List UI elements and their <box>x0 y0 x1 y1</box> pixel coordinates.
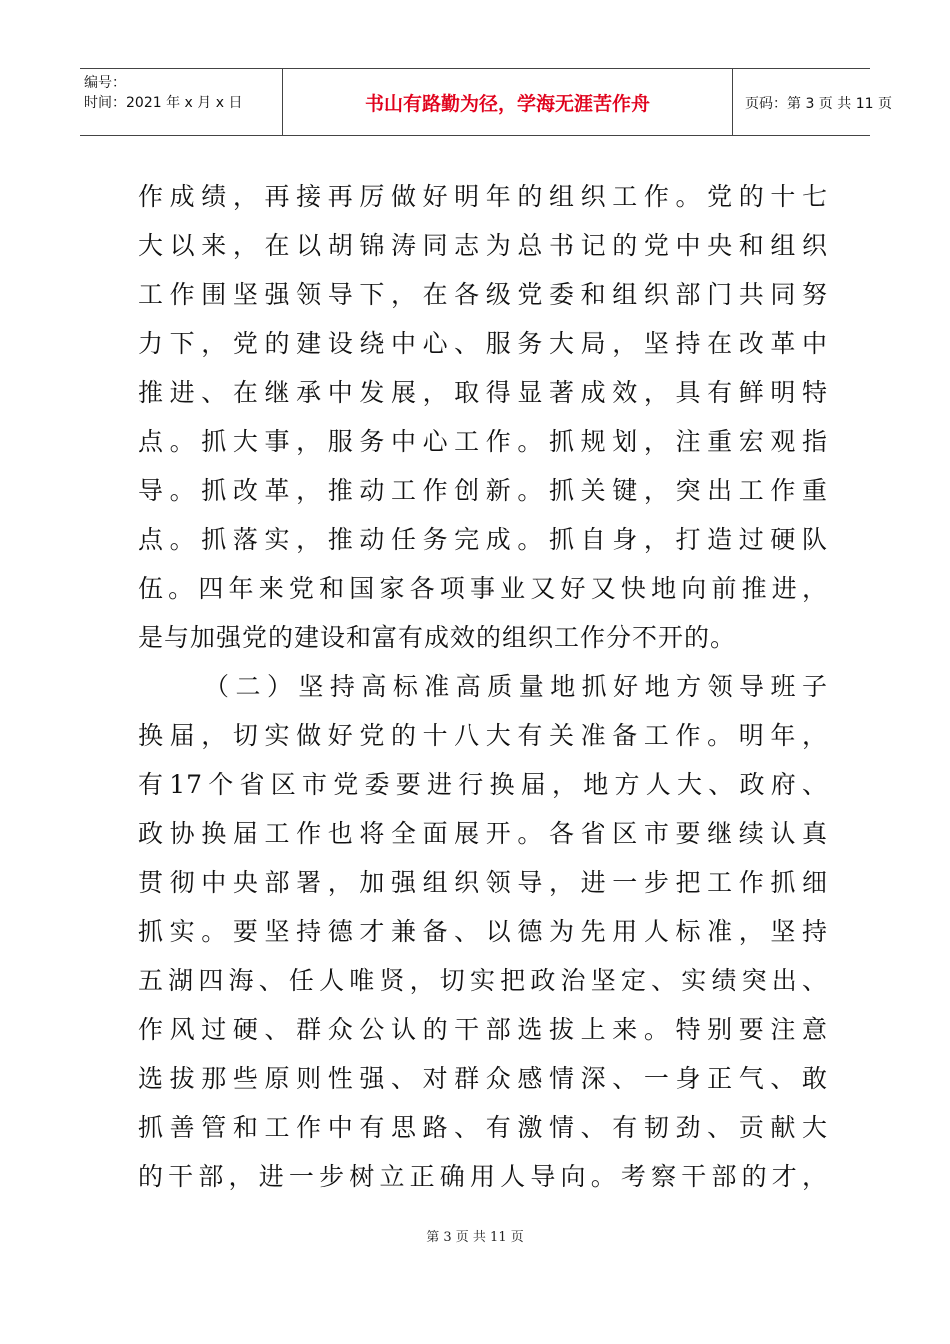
page-header <box>80 68 892 136</box>
text-line: 作成绩，再接再厉做好明年的组织工作。党的十七 <box>138 182 828 211</box>
text-line: 有17个省区市党委要进行换届，地方人大、政府、 <box>138 770 828 799</box>
text-line: 五湖四海、任人唯贤，切实把政治坚定、实绩突出、 <box>138 966 828 995</box>
page-footer: 第 3 页 共 11 页 <box>426 1230 524 1245</box>
text-line: 点。抓落实，推动任务完成。抓自身，打造过硬队 <box>138 525 828 554</box>
text-line: 工作围坚强领导下，在各级党委和组织部门共同努 <box>138 280 828 309</box>
document-body <box>138 172 828 1201</box>
text-line: 的干部，进一步树立正确用人导向。考察干部的才， <box>138 1162 828 1191</box>
text-line: 是与加强党的建设和富有成效的组织工作分不开的。 <box>138 623 737 652</box>
date-label: 时间：2021 年 x 月 x 日 <box>84 95 243 111</box>
text-line: 换届，切实做好党的十八大有关准备工作。明年， <box>138 721 828 750</box>
text-line: 选拔那些原则性强、对群众感情深、一身正气、敢 <box>138 1064 828 1093</box>
text-line: 点。抓大事，服务中心工作。抓规划，注重宏观指 <box>138 427 828 456</box>
serial-number-label: 编号： <box>84 75 126 91</box>
section-heading-line: （二）坚持高标准高质量地抓好地方领导班子 <box>204 672 828 701</box>
text-line: 导。抓改革，推动工作创新。抓关键，突出工作重 <box>138 476 828 505</box>
text-line: 伍。四年来党和国家各项事业又好又快地向前推进， <box>138 574 828 603</box>
text-line: 作风过硬、群众公认的干部选拔上来。特别要注意 <box>138 1015 828 1044</box>
header-page-code: 页码：第 3 页 共 11 页 <box>745 96 892 112</box>
text-line: 推进、在继承中发展，取得显著成效，具有鲜明特 <box>138 378 828 407</box>
text-line: 政协换届工作也将全面展开。各省区市要继续认真 <box>138 819 828 848</box>
header-page-cell <box>733 69 892 135</box>
header-motto-cell <box>283 69 733 135</box>
text-line: 大以来，在以胡锦涛同志为总书记的党中央和组织 <box>138 231 828 260</box>
header-motto: 书山有路勤为径，学海无涯苦作舟 <box>364 93 650 115</box>
text-line: 力下，党的建设绕中心、服务大局，坚持在改革中 <box>138 329 828 358</box>
text-line: 贯彻中央部署，加强组织领导，进一步把工作抓细 <box>138 868 828 897</box>
header-meta-cell <box>80 69 283 135</box>
text-line: 抓善管和工作中有思路、有激情、有韧劲、贡献大 <box>138 1113 828 1142</box>
text-line: 抓实。要坚持德才兼备、以德为先用人标准，坚持 <box>138 917 828 946</box>
